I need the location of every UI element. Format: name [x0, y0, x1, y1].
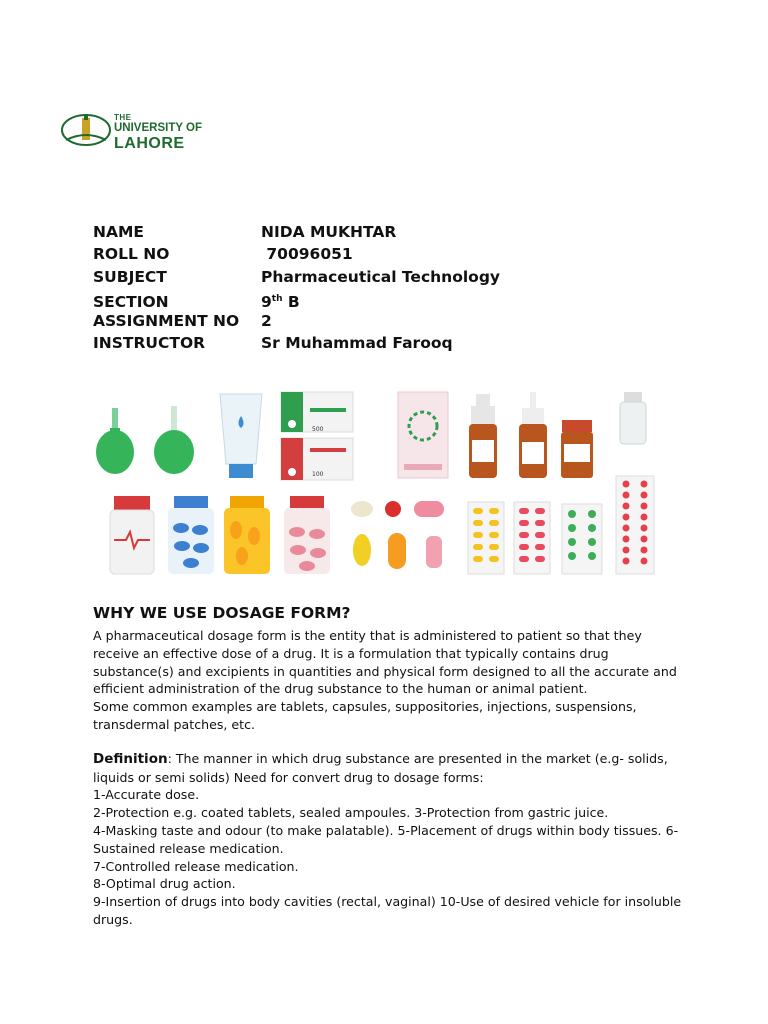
university-emblem-icon [60, 112, 112, 148]
info-value: NIDA MUKHTAR [261, 223, 397, 241]
paragraph-gap [93, 734, 693, 750]
body-line: 9-Insertion of drugs into body cavities (rectal, vaginal) 10-Use of desired vehicle for insoluble [93, 894, 682, 910]
logo-line-2: UNIVERSITY OF [114, 122, 202, 134]
info-value: Pharmaceutical Technology [261, 267, 501, 286]
green-bulb-syringe-icon [154, 406, 194, 474]
green-bulb-syringe-icon [96, 408, 134, 474]
body-line: 1-Accurate dose. [93, 787, 200, 803]
intro-line: A pharmaceutical dosage form is the entity that is administered to patient so that they [93, 628, 642, 643]
section-heading: WHY WE USE DOSAGE FORM? [93, 604, 351, 622]
info-row-section [93, 288, 500, 310]
body-line: 8-Optimal drug action. [93, 876, 236, 892]
info-label: SUBJECT [93, 267, 167, 286]
box-label-500: 500 [312, 426, 324, 433]
small-bottle-icon [561, 420, 593, 478]
body-line: 4-Masking taste and odour (to make palatable). 5-Placement of drugs within body tissues. 6- [93, 822, 679, 838]
info-value: 2 [261, 312, 272, 331]
university-logo [60, 112, 230, 152]
dropper-bottle-icon [519, 392, 547, 478]
intro-line: efficient administration of the drug substance to the human or animal patient. [93, 681, 588, 697]
spray-bottle-icon [469, 394, 497, 478]
pill-bottle-icon [168, 496, 214, 574]
body-line: liquids or semi solids) Need for convert drug to dosage forms: [93, 769, 484, 785]
info-row-roll [93, 243, 500, 265]
logo-line-3: LAHORE [114, 134, 185, 152]
info-label: NAME [93, 223, 144, 241]
body-line: Sustained release medication. [93, 840, 284, 856]
info-label: SECTION [93, 293, 169, 312]
definition-line [93, 750, 693, 769]
vial-icon [620, 392, 646, 444]
intro-line: receive an effective dose of a drug. It is a formulation that typically contains drug [93, 645, 609, 661]
box-label-100: 100 [312, 471, 324, 478]
pill-bottle-icon [224, 496, 270, 574]
info-row-assignment [93, 310, 500, 332]
student-info-table [93, 221, 500, 355]
info-label: ROLL NO [93, 245, 170, 264]
blister-pack-icon [468, 502, 504, 574]
section-number: 9 [261, 293, 272, 312]
intro-line: Some common examples are tablets, capsules, suppositories, injections, suspensions, [93, 699, 637, 715]
info-label: INSTRUCTOR [93, 334, 206, 353]
logo-line-1: THE [114, 113, 132, 122]
info-row-name [93, 221, 500, 243]
blister-pack-icon [562, 504, 602, 574]
body-line: 2-Protection e.g. coated tablets, sealed ampoules. 3-Protection from gastric juice. [93, 805, 609, 821]
info-label: ASSIGNMENT NO [93, 312, 240, 331]
medicine-box-icon [281, 438, 353, 480]
pill-bottle-icon [284, 496, 330, 574]
section-ordinal: th [271, 293, 283, 304]
info-row-instructor [93, 332, 500, 354]
definition-text: : The manner in which drug substance are presented in the market (e.g- solids, [167, 750, 668, 766]
info-value: 70096051 [261, 245, 353, 264]
body-line: drugs. [93, 911, 133, 927]
info-value: Sr Muhammad Farooq [261, 334, 453, 353]
body-text [93, 627, 693, 929]
tablets-icon [351, 501, 444, 569]
pink-box-icon [398, 392, 448, 478]
info-row-subject [93, 266, 500, 288]
section-letter: B [282, 293, 300, 312]
intro-line: substance(s) and excipients in quantities and physical form designed to all the accurate and [93, 663, 677, 679]
intro-line: transdermal patches, etc. [93, 716, 256, 732]
pill-bottle-icon [110, 496, 154, 574]
blister-pack-icon [514, 502, 550, 574]
definition-label: Definition [93, 750, 168, 767]
body-line: 7-Controlled release medication. [93, 858, 299, 874]
blister-pack-icon [616, 476, 654, 574]
medicines-illustration [96, 388, 662, 580]
medicine-box-icon [281, 392, 353, 433]
university-name [114, 114, 202, 152]
ointment-tube-icon [220, 394, 262, 478]
